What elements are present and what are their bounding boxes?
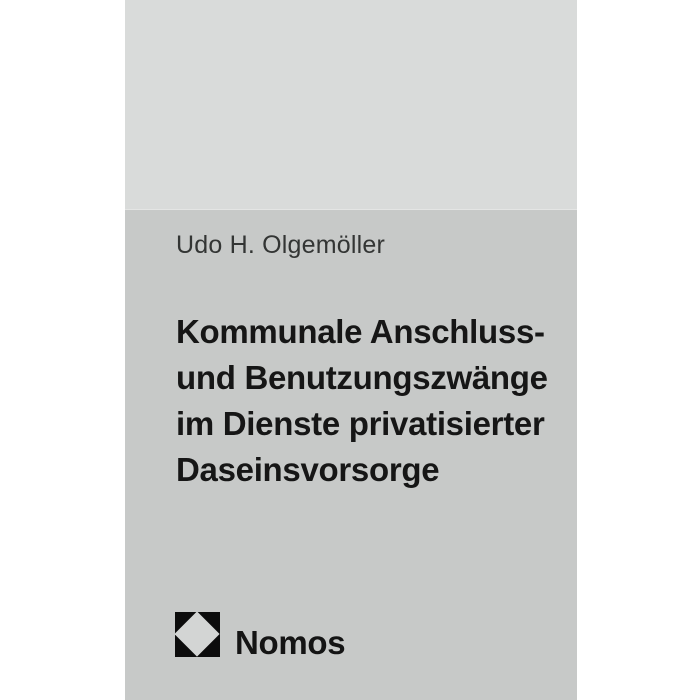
author-name: Udo H. Olgemöller	[176, 231, 386, 259]
book-title-line: Kommunale Anschluss-	[176, 313, 545, 350]
publisher-name: Nomos	[235, 624, 346, 661]
book-cover	[125, 0, 577, 700]
book-title-line: im Dienste privatisierter	[176, 405, 545, 442]
book-title-line: und Benutzungszwänge	[176, 359, 548, 396]
nomos-logo	[175, 612, 220, 657]
book-title-line: Daseinsvorsorge	[176, 451, 440, 488]
cover-top-panel	[125, 0, 577, 210]
book-title	[176, 309, 548, 493]
nomos-diamond-icon	[175, 612, 220, 657]
